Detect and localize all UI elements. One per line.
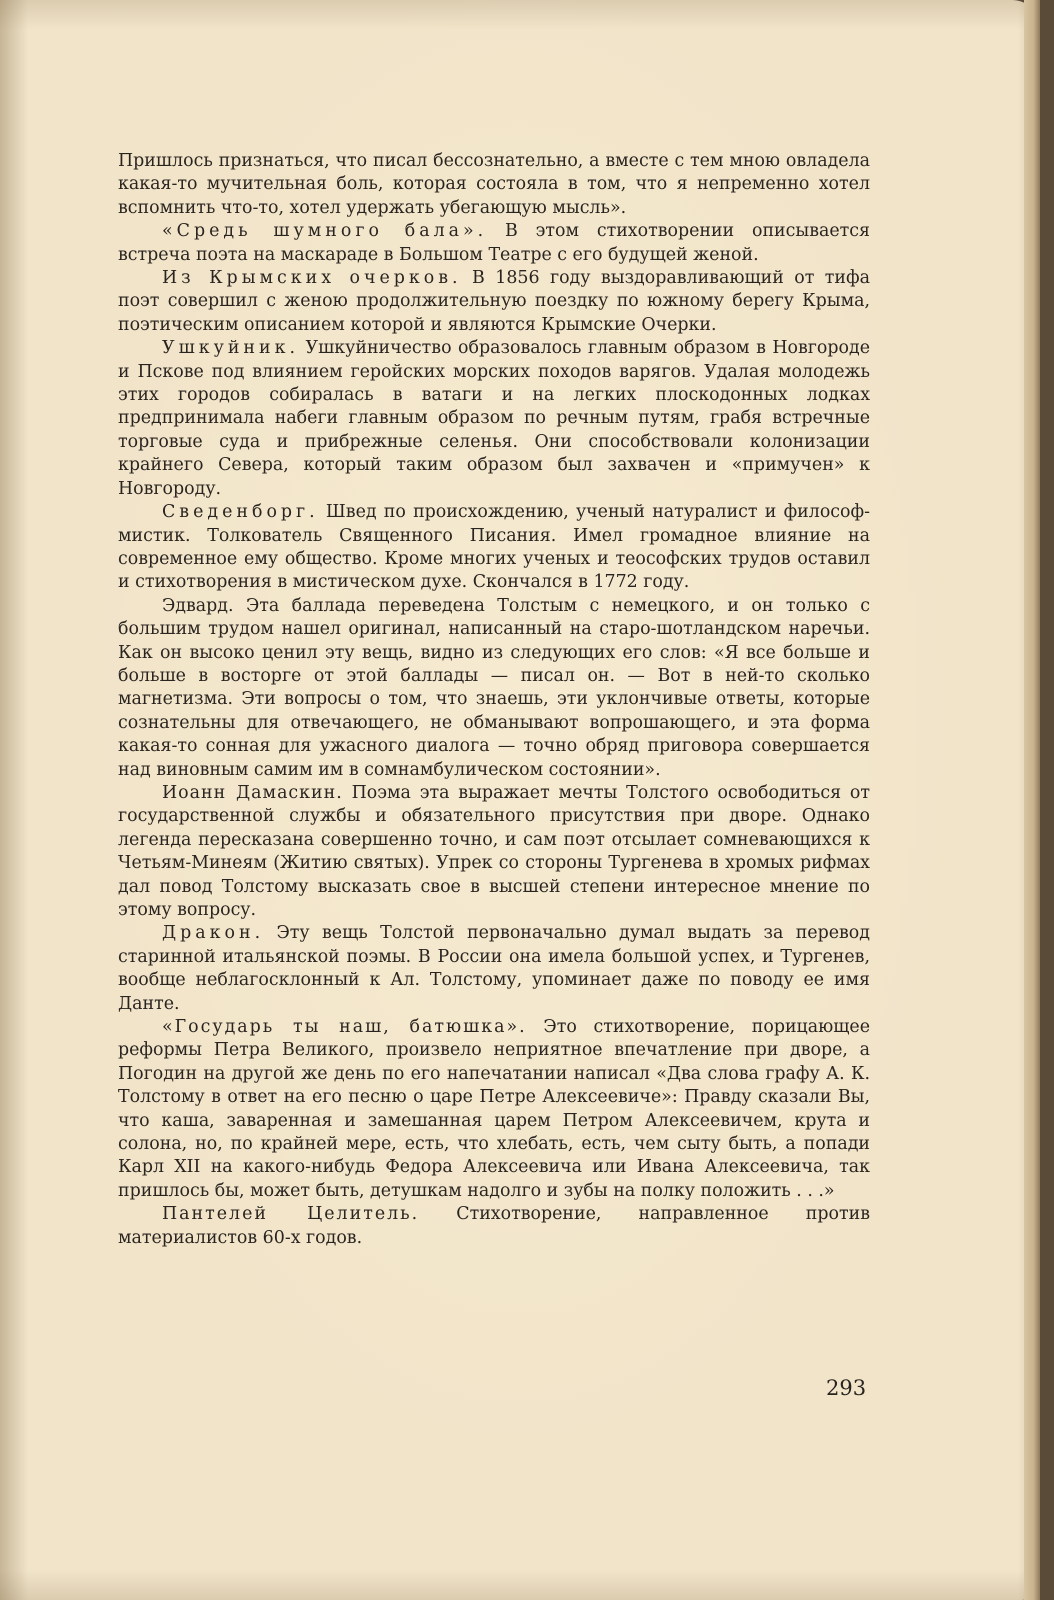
- paragraph: [118, 337, 870, 501]
- paragraph: [118, 595, 870, 782]
- paragraph: [118, 1016, 870, 1203]
- paragraph-term: Иоанн Дамаскин.: [162, 782, 343, 803]
- paragraph-term: Пантелей Целитель.: [162, 1204, 420, 1225]
- paragraph-term: «Средь шумного бала».: [162, 221, 488, 242]
- paragraph-text: В этом стихотворении описывается встреча поэта на маскараде в Большом Театре с его будущей женой.: [118, 221, 870, 265]
- paragraph-text: Эта баллада переведена Толстым с немецкого, и он только с большим трудом нашел оригинал, написанный на старо-шотландском наречьи. Как он высоко ценил эту вещь, видно из следующих его слов: «Я все больше и больше в восторге от этой баллады — писал он. — Вот в ней-то сколько магнетизма. Эти вопросы о том, что знаешь, эти уклончивые ответы, которые сознательны для отвечающего, не обманывают вопрошающего, и эта форма какая-то сонная для ужасного диалога — точно обряд приговора совершается над виновным самим им в сомнамбулическом состоянии».: [118, 595, 870, 780]
- paragraph-text: В 1856 году выздоравливающий от тифа поэт совершил с женою продолжительную поездку по южному берегу Крыма, поэтическим описанием которой и являются Крымские Очерки.: [118, 268, 870, 335]
- paragraph-text: Эту вещь Толстой первоначально думал выдать за перевод старинной итальянской поэмы. В России она имела большой успех, и Тургенев, вообще неблагосклонный к Ал. Толстому, упоминает даже по поводу ее имя Данте.: [118, 923, 870, 1014]
- paragraph-text: Поэма эта выражает мечты Толстого освободиться от государственной службы и обязательного присутствия при дворе. Однако легенда пересказана совершенно точно, и сам поэт отсылает сомневающихся к Четьям-Минеям (Житию святых). Упрек со стороны Тургенева в хромых рифмах дал повод Толстому высказать свое в высшей степени интересное мнение по этому вопросу.: [118, 782, 871, 920]
- paragraph-term: Из Крымских очерков.: [162, 268, 462, 289]
- page-text: [118, 150, 870, 1250]
- paragraph-term: Сведенборг.: [162, 502, 319, 523]
- paragraph-term: Эдвард.: [162, 595, 234, 616]
- paragraph: [118, 267, 870, 337]
- paragraph-text: Это стихотворение, порицающее реформы Петра Великого, произвело неприятное впечатление при дворе, а Погодин на другой же день по его напечатании написал «Два слова графу А. К. Толстому в ответ на его песню о царе Петре Алексеевиче»: Правду сказали Вы, что каша, заваренная и замешанная царем Петром Алексеевичем, крута и солона, но, по крайней мере, есть, что хлебать, есть, чем сыту быть, а попади Карл XII на какого-нибудь Федора Алексеевича или Ивана Алексеевича, так пришлось бы, может быть, детушкам надолго и зубы на полку положить . . .»: [118, 1017, 870, 1201]
- paragraph-term: Дракон.: [162, 923, 265, 944]
- paragraph: [118, 782, 870, 922]
- paragraph: [118, 922, 870, 1016]
- paragraph-text: Швед по происхождению, ученый натуралист и философ-мистик. Толкователь Священного Писания. Имел громадное влияние на современное ему общество. Кроме многих ученых и теософских трудов оставил и стихотворения в мистическом духе. Скончался в 1772 году.: [118, 502, 870, 593]
- paragraph-text: Пришлось признаться, что писал бессознательно, а вместе с тем мною овладела какая-то мучительная боль, которая состояла в том, что я непременно хотел вспомнить что-то, хотел удержать убегающую мысль».: [118, 151, 870, 218]
- paragraph-text: Ушкуйничество образовалось главным образом в Новгороде и Пскове под влиянием геройских морских походов варягов. Удалая молодежь этих городов собиралась в ватаги и на легких плоскодонных лодках предпринимала набеги главным образом по речным путям, грабя встречные торговые суда и прибрежные селенья. Они способствовали колонизации крайнего Севера, который таким образом был захвачен и «примучен» к Новгороду.: [118, 338, 870, 499]
- page-number: 293: [826, 1376, 867, 1400]
- paragraph-term: Ушкуйник.: [162, 338, 300, 359]
- paragraph: [118, 220, 870, 267]
- paragraph: [118, 150, 870, 220]
- page-edge: [1024, 0, 1040, 1600]
- paragraph-text: Стихотворение, направленное против материалистов 60-х годов.: [118, 1204, 870, 1248]
- paragraph: [118, 501, 870, 595]
- paragraph: [118, 1203, 870, 1250]
- paragraph-term: «Государь ты наш, батюшка».: [162, 1017, 527, 1038]
